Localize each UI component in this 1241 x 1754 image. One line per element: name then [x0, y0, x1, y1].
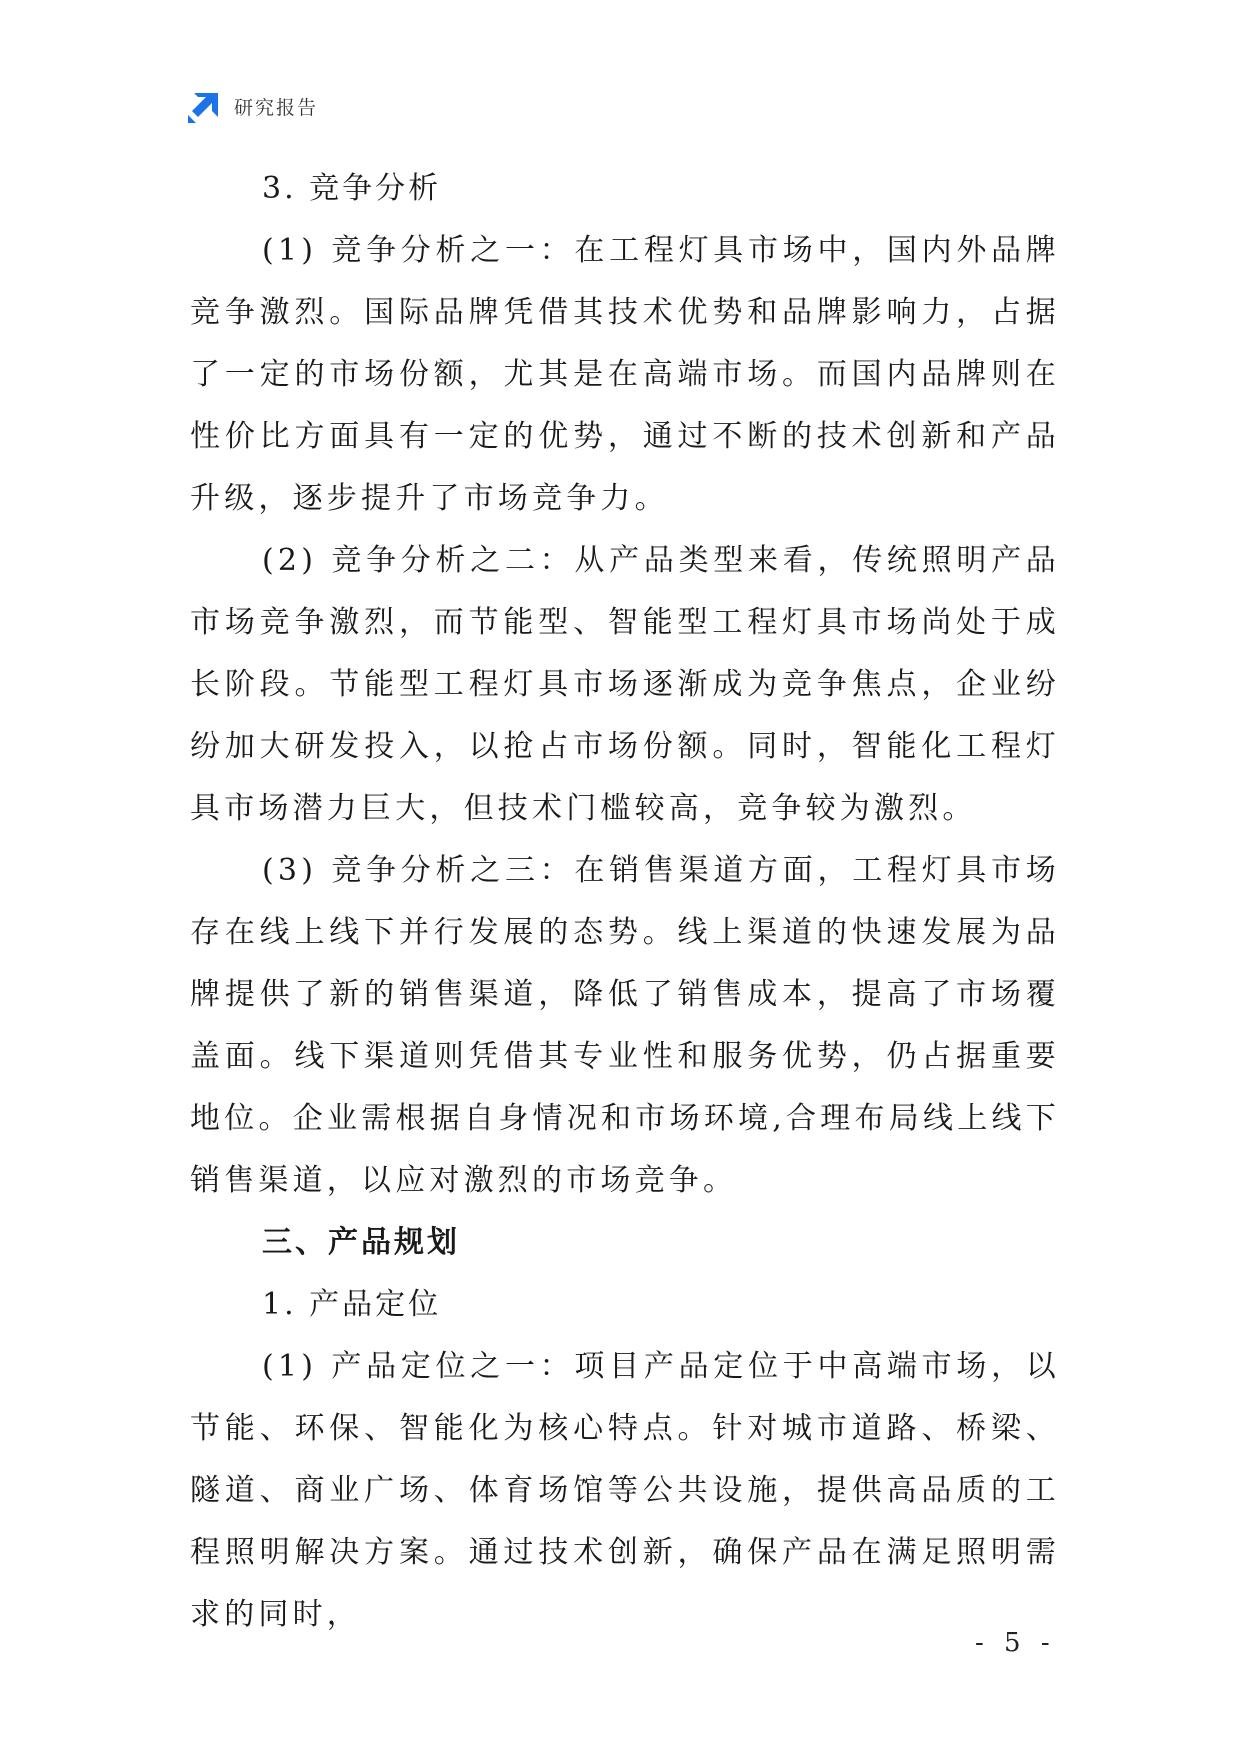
subsection-heading-positioning: 1. 产品定位 — [262, 1287, 442, 1322]
document-body — [190, 158, 1060, 1646]
arrow-up-right-icon — [188, 89, 222, 123]
paragraph-competition-1: (1) 竞争分析之一：在工程灯具市场中，国内外品牌竞争激烈。国际品牌凭借其技术优势和品牌影响力，占据了一定的市场份额，尤其是在高端市场。而国内品牌则在性价比方面具有一定的优势，通过不断的技术创新和产品升级，逐步提升了市场竞争力。 — [190, 233, 1060, 516]
header-title: 研究报告 — [234, 96, 319, 119]
section-heading-competition: 3. 竞争分析 — [262, 171, 442, 206]
paragraph-competition-2: (2) 竞争分析之二：从产品类型来看，传统照明产品市场竞争激烈，而节能型、智能型工程灯具市场尚处于成长阶段。节能型工程灯具市场逐渐成为竞争焦点，企业纷纷加大研发投入，以抢占市场份额。同时，智能化工程灯具市场潜力巨大，但技术门槛较高，竞争较为激烈。 — [190, 543, 1060, 826]
document-header — [188, 88, 318, 124]
paragraph-positioning-1: (1) 产品定位之一：项目产品定位于中高端市场，以节能、环保、智能化为核心特点。针对城市道路、桥梁、隧道、商业广场、体育场馆等公共设施，提供高品质的工程照明解决方案。通过技术创新，确保产品在满足照明需求的同时， — [190, 1349, 1060, 1632]
section-heading-product-planning: 三、产品规划 — [262, 1225, 460, 1260]
paragraph-competition-3: (3) 竞争分析之三：在销售渠道方面，工程灯具市场存在线上线下并行发展的态势。线上渠道的快速发展为品牌提供了新的销售渠道，降低了销售成本，提高了市场覆盖面。线下渠道则凭借其专业性和服务优势，仍占据重要地位。企业需根据自身情况和市场环境,合理布局线上线下销售渠道，以应对激烈的市场竞争。 — [190, 853, 1060, 1198]
page-number: - 5 - — [975, 1628, 1056, 1658]
